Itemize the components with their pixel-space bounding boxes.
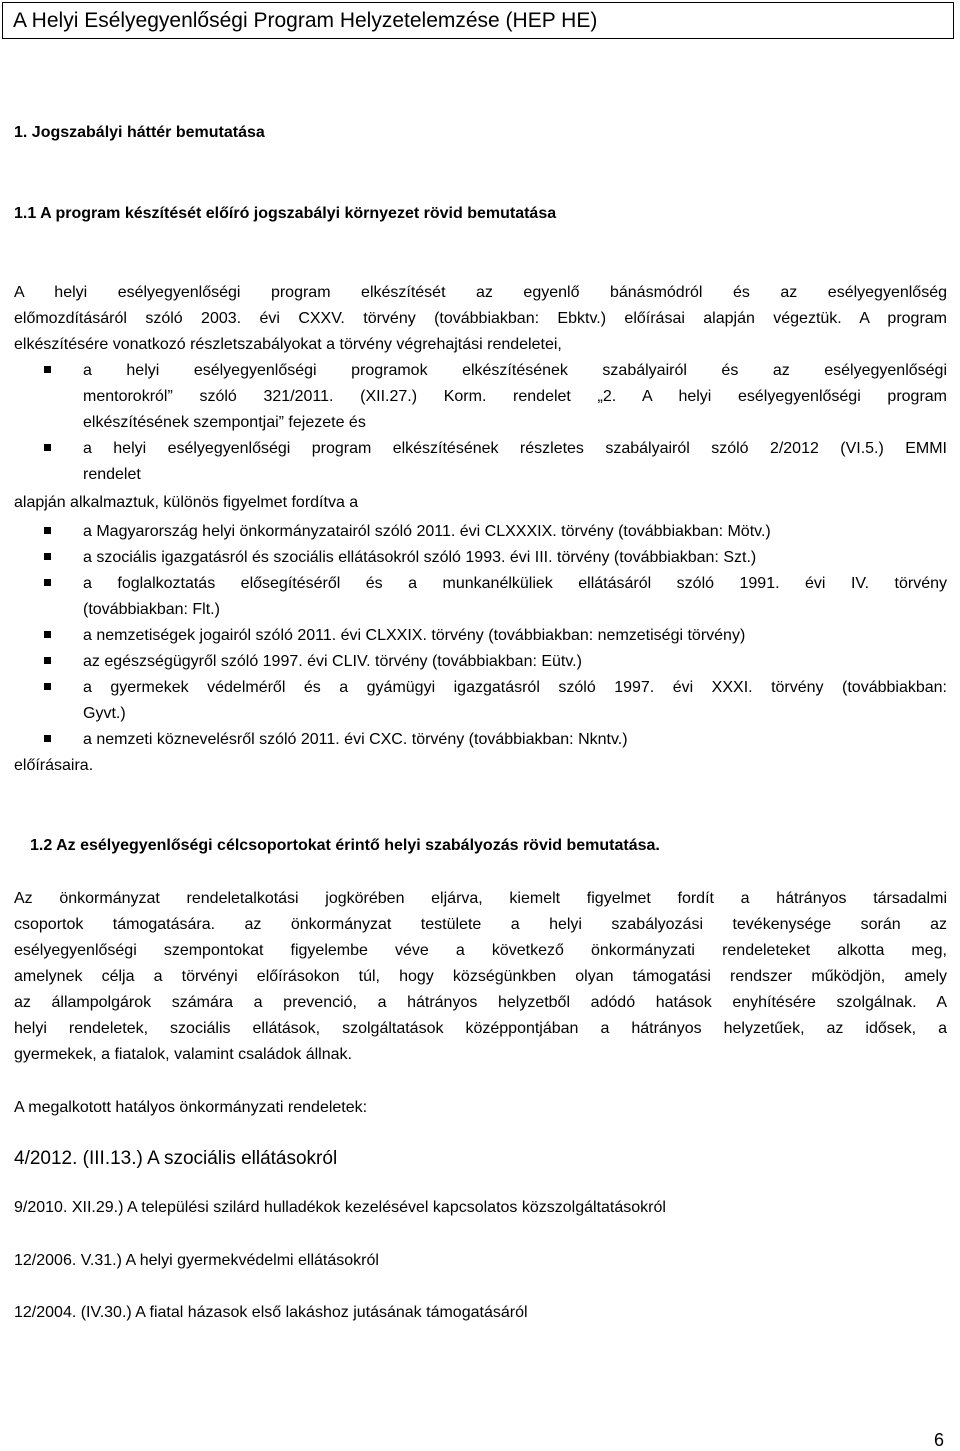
document-title: A Helyi Esélyegyenlőségi Program Helyzetelemzése (HEP HE) — [2, 2, 954, 39]
list-item-line: (továbbiakban: Flt.) — [83, 601, 220, 618]
list-item-line: rendelet — [83, 466, 141, 483]
decrees-intro: A megalkotott hatályos önkormányzati rendeletek: — [14, 1099, 368, 1116]
list-item-line: az egészségügyről szóló 1997. évi CLIV. törvény (továbbiakban: Eütv.) — [83, 653, 582, 670]
list-item-line: a nemzetiségek jogairól szóló 2011. évi CLXXIX. törvény (továbbiakban: nemzetiségi törvény) — [83, 627, 746, 644]
closing-line: előírásaira. — [14, 757, 94, 774]
bullet-marker — [44, 735, 51, 742]
paragraph-line: az állampolgárok számára a prevenció, a hátrányos helyzetből adódó hatások enyhítésére szolgálnak. A — [14, 994, 947, 1011]
list-item-line: a Magyarország helyi önkormányzatairól szóló 2011. évi CLXXXIX. törvény (továbbiakban: Mötv.) — [83, 523, 771, 540]
bullet-marker — [44, 366, 51, 373]
bullet-marker — [44, 631, 51, 638]
list-item-line: elkészítésének szempontjai” fejezete és — [83, 414, 366, 431]
intro-line: elkészítésére vonatkozó részletszabályokat a törvény végrehajtási rendeletei, — [14, 336, 562, 353]
bullet-marker — [44, 657, 51, 664]
paragraph-line: gyermekek, a fiatalok, valamint családok állnak. — [14, 1046, 352, 1063]
decree-item: 12/2006. V.31.) A helyi gyermekvédelmi ellátásokról — [14, 1252, 379, 1269]
list-item-line: a szociális igazgatásról és szociális ellátásokról szóló 1993. évi III. törvény (továbbiakban: Szt.) — [83, 549, 757, 566]
bullet-marker — [44, 579, 51, 586]
decree-item: 12/2004. (IV.30.) A fiatal házasok első lakáshoz jutásának támogatásáról — [14, 1304, 528, 1321]
bullet-marker — [44, 444, 51, 451]
decree-item: 9/2010. XII.29.) A települési szilárd hulladékok kezelésével kapcsolatos közszolgáltatásokról — [14, 1199, 666, 1216]
list-item-line: a nemzeti köznevelésről szóló 2011. évi CXC. törvény (továbbiakban: Nkntv.) — [83, 731, 628, 748]
page-number: 6 — [934, 1430, 945, 1450]
bullet-marker — [44, 527, 51, 534]
list-item-line: mentorokról” szóló 321/2011. (XII.27.) Korm. rendelet „2. A helyi esélyegyenlőségi program — [83, 388, 947, 405]
section-heading-1-2: 1.2 Az esélyegyenlőségi célcsoportokat érintő helyi szabályozás rövid bemutatása. — [30, 837, 660, 854]
bullet-marker — [44, 683, 51, 690]
section-heading-1-1: 1.1 A program készítését előíró jogszabályi környezet rövid bemutatása — [14, 205, 557, 222]
bullet-marker — [44, 553, 51, 560]
paragraph-line: amelynek célja a törvényi előírásokon túl, hogy községünkben olyan támogatási rendszer működjön, amely — [14, 968, 947, 985]
list-item-line: a gyermekek védelméről és a gyámügyi igazgatásról szóló 1997. évi XXXI. törvény (továbbiakban: — [83, 679, 947, 696]
list-item-line: a helyi esélyegyenlőségi program elkészítésének részletes szabályairól szóló 2/2012 (VI.5.) EMMI — [83, 440, 947, 457]
list-item-line: a foglalkoztatás elősegítéséről és a munkanélküliek ellátásáról szóló 1991. évi IV. törvény — [83, 575, 947, 592]
applied-line: alapján alkalmaztuk, különös figyelmet fordítva a — [14, 494, 359, 511]
decree-item: 4/2012. (III.13.) A szociális ellátásokról — [14, 1148, 338, 1169]
section-heading-1: 1. Jogszabályi háttér bemutatása — [14, 124, 265, 141]
paragraph-line: esélyegyenlőségi szempontokat figyelembe véve a következő önkormányzati rendeleteket alkotta meg, — [14, 942, 947, 959]
paragraph-line: helyi rendeletek, szociális ellátások, szolgáltatások középpontjában a hátrányos helyzetűek, az idősek, a — [14, 1020, 947, 1037]
intro-line: A helyi esélyegyenlőségi program elkészítését az egyenlő bánásmódról és az esélyegyenlőség — [14, 284, 947, 301]
paragraph-line: Az önkormányzat rendeletalkotási jogkörében eljárva, kiemelt figyelmet fordít a hátrányos társadalmi — [14, 890, 947, 907]
paragraph-line: csoportok támogatására. az önkormányzat testülete a helyi szabályozási tevékenysége során az — [14, 916, 947, 933]
list-item-line: Gyvt.) — [83, 705, 126, 722]
intro-line: előmozdításáról szóló 2003. évi CXXV. törvény (továbbiakban: Ebktv.) előírásai alapján végeztük. A program — [14, 310, 947, 327]
list-item-line: a helyi esélyegyenlőségi programok elkészítésének szabályairól és az esélyegyenlőségi — [83, 362, 947, 379]
